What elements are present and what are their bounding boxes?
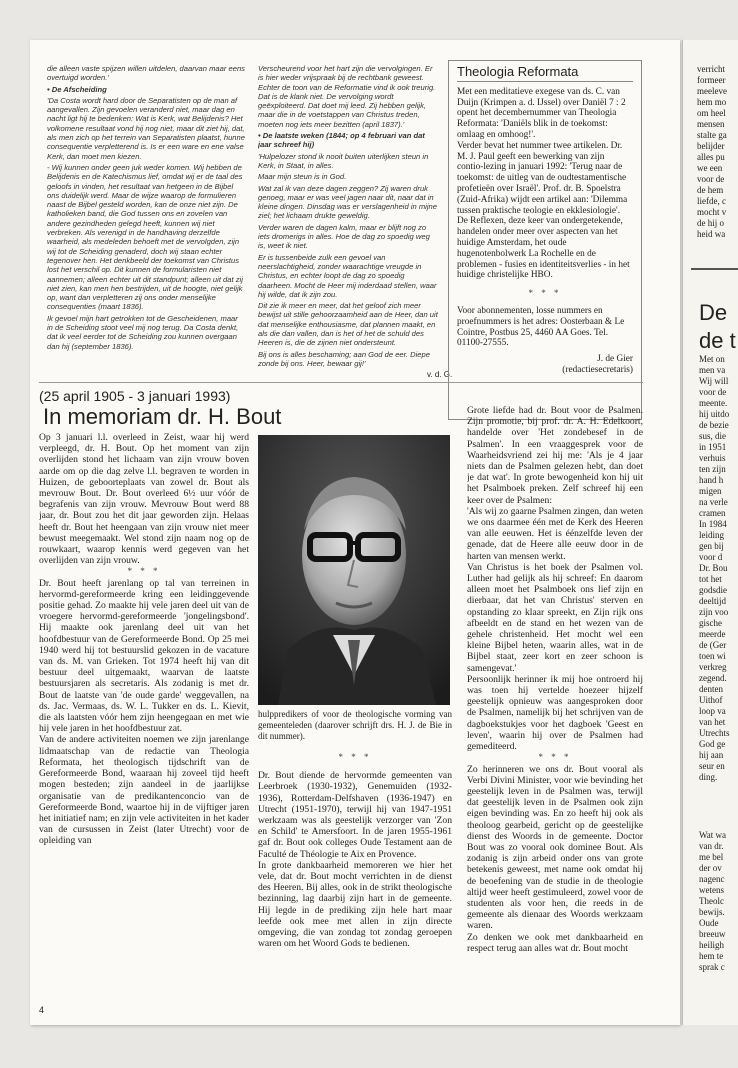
np-bot-line: der ov — [699, 863, 722, 873]
memoriam-dates: (25 april 1905 - 3 januari 1993) — [39, 388, 231, 404]
np-mid-line: tot het — [699, 574, 722, 584]
next-page-heading-2: de t — [699, 328, 736, 353]
letters-right-paragraph: Dit zie ik meer en meer, dat het geloof zich meer bewijst uit stille gehoorzaamheid aan de Heer, dan uit dat menselijke enthousiasme, dat plannen maakt, en als die dan vallen, dan is het of het de schuld des Heeren is, die de zijnen niet ondersteunt. — [258, 301, 438, 348]
box-paragraph: Met een meditatieve exegese van ds. C. van Duijn (Krimpen a. d. IJssel) over Daniël 7 : 2 opent het decembernummer van Theologia Reformata: 'Daniëls blik in de toekomst: omlaag en omhoog!'. — [457, 86, 626, 140]
col3-paragraph: Zo herinneren we ons dr. Bout vooral als Verbi Divini Minister, voor wie bevinding het geestelijk leven in de Psalmen was, terwijl dat geestelijk leven in de Psalmen ook zijn eigen bevinding was. En zo heeft hij ook als theoloog gearbeid, gericht op de geestelijke dienst des Woords in de gemeente. Doctor Bout was zo vooral ook dominee Bout. Als zodanig is zijn arbeid onder ons van grote betekenis geweest, met name ook omdat hij de beoefening van de studie in de theologie altijd weer heeft gestimuleerd, zowel voor de studenten als voor hen, die reeds in de gemeente als dienaar des Woords werkzaam waren. — [467, 763, 643, 932]
np-mid-line: denten — [699, 684, 723, 694]
letters-column-right — [258, 64, 438, 370]
np-top-line: heid wa — [697, 229, 726, 239]
np-mid-line: leiding — [699, 530, 724, 540]
box-stars: * * * — [528, 288, 562, 299]
section-divider — [39, 382, 643, 383]
letters-right-paragraph: Bij ons is alles beschaming; aan God de eer. Diepe zonde bij ons. Heer, bewaar gij!' — [258, 349, 430, 368]
np-mid-line: ding. — [699, 772, 718, 782]
letters-right-paragraph: Verder waren de dagen kalm, maar er blijft nog zo iets dromerigs in alles. Hoe de dag zo spoedig weg is, weet ik niet. — [258, 222, 430, 251]
np-mid-line: ten zijn — [699, 464, 726, 474]
np-mid-line: men va — [699, 365, 726, 375]
letters-left-paragraph: die alleen vaste spijzen willen uitdelen, daarvan maar eens overtuigd worden.' — [47, 64, 245, 83]
np-mid-line: Met on — [699, 354, 725, 364]
col1-paragraph: Dr. Bout heeft jarenlang op tal van terreinen in hervormd-gereformeerde kring een leidinggevende positie gehad. Zo maakte hij vele jaren deel uit van de vroegere hervormd-gereformeerde 'jongelingsbond'. Hij maakte ook jarenlang deel uit van het hoofdbestuur van de Gereformeerde Bond. Op 25 mei 1940 werd hij tot bestuurslid gekozen in de vacature van ds. M. van Grieken. Tot 1974 heeft hij van dit bestuur deel uitgemaakt, waarvan de laatste bestuursjaren als secretaris. Als zodanig is met dr. Bout de laatste van 'de oude garde' weggevallen, na ds. Jac. Vermaas, ds. W. L. Tukker en ds. L. Kievit, die als laatsten vóór hem zijn heengegaan en met wie hij vele jaren in het hoofdbestuur zat. — [39, 577, 249, 735]
letters-left-subheading: • De Afscheiding — [47, 84, 107, 94]
np-top-line: belijder — [697, 141, 725, 151]
np-mid-line: Utrechts — [699, 728, 730, 738]
np-mid-line: de (Ger — [699, 640, 727, 650]
np-top-line: voor de — [697, 174, 725, 184]
col3-paragraph: 'Als wij zo gaarne Psalmen zingen, dan weten we ons daarmee één met de Kerk des Heeren van alle eeuwen. Het is éénzelfde leven der genade, dat de Heere alle eeuw door in de harten van mensen werkt. — [467, 505, 643, 562]
np-bot-line: nagenc — [699, 874, 725, 884]
np-mid-line: In 1984 — [699, 519, 727, 529]
np-mid-line: verkreg — [699, 662, 727, 672]
np-mid-line: toen wi — [699, 651, 726, 661]
col3-paragraph: Zo denken we ook met dankbaarheid en respect terug aan alles wat dr. Bout mocht — [467, 931, 643, 954]
box-signature-role: (redactiesecretaris) — [562, 364, 633, 375]
letters-right-paragraph: Maar mijn steun is in God. — [258, 172, 347, 182]
next-page-top-text — [697, 64, 727, 240]
np-bot-line: Theolc — [699, 896, 724, 906]
next-page-bottom-text — [699, 830, 726, 973]
portrait-photo — [258, 435, 450, 705]
np-mid-line: godsdie — [699, 585, 727, 595]
col3-stars: * * * — [538, 752, 572, 763]
np-bot-line: wetens — [699, 885, 724, 895]
letters-right-paragraph: Wat zal ik van deze dagen zeggen? Zij waren druk genoeg, maar er was veel jagen naar dit, naar dat in kleine dingen. Dinsdag was er verslagenheid in mijne ziel; het lichaam drukte geweldig. — [258, 183, 437, 221]
np-mid-line: Wij will — [699, 376, 729, 386]
np-mid-line: cramen — [699, 508, 726, 518]
np-mid-line: meente. — [699, 398, 728, 408]
letters-signature: v. d. G. — [427, 370, 453, 379]
np-mid-line: migen — [699, 486, 722, 496]
page-number: 4 — [39, 1005, 45, 1015]
box-signature: J. de Gier — [597, 354, 633, 365]
np-mid-line: hij aan — [699, 750, 724, 760]
letters-left-paragraph: - Wij kunnen onder geen juk weder komen. Wij hebben de Belijdenis en de Katechismus lief, omdat wij er de taal des geloofs in vinden, het resultaat van hetgeen in de Bijbel ons duidelijk werd. Maar de wijze waarop de formulieren naast de Bijbel gesteld worden, kan de onze niet zijn. De katholieken band, die God tussen ons en zovelen van andere gezindheden gelegd heeft, kunnen wij niet verbreken. Als verenigd in de handhaving derzelfde waarheid, als medeleden behoeft met de vervolgden, zijn wij tot de Scheiding genaderd, doch wij staan echter tegenover hen. Het denkbeeld der toekomst van Christus lost het verschil op. Dit kunnen de formularisten niet aannemen; alleen echter uit dit standpunt; alleen uit dat zij niet zien, kan men hen bestrijden, uit de hoogte, niet gelijk op, want dan verpletteren zij ons onder menselijke consequenties (maart 1836). — [47, 162, 243, 312]
col2-paragraph: In grote dankbaarheid memoreren we hier het vele, dat dr. Bout mocht verrichten in de dienst des Heeren. Bij alles, ook in de strikt theologische bezinning, lag daarbij zijn hart in de gemeente. Hij legde in de prediking zijn hele hart maar leefde ook mee met allen in zijn directe omgeving, die van zondag tot zondag geroepen waren om het Woord Gods te bedienen. — [258, 859, 452, 950]
np-top-line: de hem — [697, 185, 724, 195]
photo-caption: hulppredikers of voor de theologische vorming van gemeenteleden (daarover schrijft drs. H. J. de Bie in dit nummer). — [258, 709, 452, 741]
np-mid-line: na verle — [699, 497, 728, 507]
np-bot-line: bewijs. — [699, 907, 725, 917]
np-mid-line: sus, die — [699, 431, 726, 441]
np-bot-line: hem te — [699, 951, 724, 961]
box-title: Theologia Reformata — [457, 67, 633, 82]
np-top-line: mocht v — [697, 207, 727, 217]
np-mid-line: deeltijd — [699, 596, 726, 606]
np-bot-line: van dr. — [699, 841, 724, 851]
np-top-line: hem mo — [697, 97, 727, 107]
np-mid-line: God ge — [699, 739, 726, 749]
col2-stars: * * * — [338, 752, 372, 762]
letters-column-left — [47, 64, 245, 364]
memoriam-heading — [39, 388, 281, 430]
memoriam-column-2 — [258, 745, 452, 995]
letters-right-paragraph: Er is tussenbeide zulk een gevoel van neerslachtigheid, zonder waarachtige vreugde in Christus, en echter loopt de dag zo spoedig daarheen. Mocht de Heer mij inderdaad stellen, waar hij wilde, dat ik zijn zou. — [258, 252, 437, 299]
np-top-line: meeleve — [697, 86, 727, 96]
np-mid-line: Uithof — [699, 695, 723, 705]
next-page-heading-1: De — [699, 300, 728, 325]
theologia-reformata-box — [448, 60, 642, 420]
portrait-image — [258, 435, 450, 705]
col3-paragraph: Persoonlijk herinner ik mij hoe ontroerd hij was toen hij vertelde hoezeer hijzelf geestelijk opnieuw was aangesproken door de Psalmen, namelijk bij het schrijven van de dagboekstukjes voor het dagboek 'Geest en leven', waarin hij over de Psalmen had gemediteerd. — [467, 673, 643, 753]
np-bot-line: sprak c — [699, 962, 725, 972]
np-top-line: de hij o — [697, 218, 724, 228]
np-bot-line: heiligh — [699, 940, 724, 950]
letters-left-paragraph: Ik gevoel mijn hart getrokken tot de Gescheidenen, maar in de Scheiding stoot veel mij nog terug. Da Costa denkt, dat ik veel eerder tot de Scheiding zou kunnen overgaan dan hij (september 1836). — [47, 313, 239, 351]
box-paragraphs — [457, 87, 633, 281]
np-bot-line: breeuw — [699, 929, 726, 939]
np-top-line: liefde, c — [697, 196, 726, 206]
box-paragraph: Verder bevat het nummer twee artikelen. Dr. M. J. Paul geeft een bewerking van zijn contio-lezing in januari 1992: 'Terug naar de toekomst: de uitleg van de oudtestamentische profetieën over Israël'. Prof. dr. B. Spoelstra (Zuid-Afrika) wijdt een artikel aan: 'Dilemma tussen praktische teologie en ekklesiologie'. — [457, 140, 628, 216]
np-bot-line: Oude — [699, 918, 719, 928]
np-top-line: formeer — [697, 75, 726, 85]
col1-paragraph: Van de andere activiteiten noemen we zijn jarenlange lidmaatschap van de redactie van Theologia Reformata, het theologisch tijdschrift van de Gereformeerde Bond, waaraan hij zoveel tijd heeft mogen besteden; zijn aandeel in de jaarlijkse organisatie van de predikantenconcio van de Gereformeerde Bond, waartoe hij in de vijftiger jaren het initiatief nam; en zijn vele activiteiten in het kader van de cursussen in Zeist (later Utrecht) voor de opleiding van — [39, 734, 249, 847]
memoriam-column-3 — [467, 405, 643, 1005]
col1-paragraph: Op 3 januari l.l. overleed in Zeist, waar hij werd verpleegd, dr. H. Bout. Op het moment van zijn overlijden stond het lichaam van zijn vrouw boven aarde om op die dag zelve l.l. begraven te worden in Huizen, de geboorteplaats van zowel dr. Bout als mevrouw Bout. Dr. Bout overleed 6½ uur vóór de begrafenis van zijn vrouw. Mevrouw Bout werd 88 jaar, dr. Bout zou het dit jaar geworden zijn. Helaas heeft dr. Bout het heengaan van zijn vrouw niet meer bewust meegemaakt. Wel stond zijn naam nog op de rouwkaart, waarop kennis werd gegeven van het overlijden van zijn vrouw. — [39, 432, 249, 567]
np-mid-line: meerde — [699, 629, 726, 639]
np-mid-line: gen bij — [699, 541, 724, 551]
np-mid-line: loop va — [699, 706, 726, 716]
letters-right-paragraph: Verscheurend voor het hart zijn die vervolgingen. Er is hier weder vrijspraak bij de rechtbank geweest. Echter de toon van de Reformatie vind ik ook treurig. Dat is de klank niet. De vervolging wordt geëxploiteerd. Dat doet mij leed. Zij hebben gelijk, maar die in de voetstappen van Christus treden, moeten nog iets meer bezitten (april 1837).' — [258, 64, 436, 129]
col3-paragraph: Grote liefde had dr. Bout voor de Psalmen. Zijn promotie, bij prof. dr. A. H. Edelkoort, handelde over 'Het zondebesef in de Psalmen'. In een vraaggesprek voor de Waarheidsvriend zei hij me: 'Als je 4 jaar niets dan de Psalmen gelezen hebt, dan doet je dat wat'. In grote bewogenheid kon hij uit het Psalmboek preken. Zelf schreef hij een keer over de Psalmen: — [467, 405, 643, 506]
np-mid-line: seur en — [699, 761, 725, 771]
box-subscribe: Voor abonnementen, losse nummers en proefnummers is het adres: Oosterbaan & Le Cointre, Postbus 25, 4460 AA Goes. Tel. 01100-27555. — [457, 305, 625, 349]
np-mid-line: voor d — [699, 552, 723, 562]
letters-right-paragraph: 'Hulpelozer stond ik nooit buiten uiterlijken steun in Kerk, in Staat, in alles. — [258, 151, 429, 170]
np-mid-line: zijn voo — [699, 607, 729, 617]
memoriam-column-1 — [39, 432, 249, 1002]
np-mid-line: zegend. — [699, 673, 727, 683]
np-top-line: alles pu — [697, 152, 725, 162]
np-mid-line: in 1951 — [699, 442, 727, 452]
np-bot-line: Wat wa — [699, 830, 727, 840]
next-page-rule — [691, 268, 738, 270]
np-mid-line: hand h — [699, 475, 724, 485]
memoriam-title: In memoriam dr. H. Bout — [43, 404, 282, 429]
np-mid-line: gische — [699, 618, 722, 628]
letters-right-subheading: • De laatste weken (1844; op 4 februari van dat jaar schreef hij) — [258, 131, 425, 150]
col2-paragraph: Dr. Bout diende de hervormde gemeenten van Leerbroek (1930-1932), Genemuiden (1932-1936), Rotterdam-Delfshaven (1936-1947) en Utrecht (1951-1970), terwijl hij van 1947-1951 werkzaam was als geestelijk verzorger van 'Zon en Schild' te Amersfoort. In de jaren 1955-1961 gaf dr. Bout ook colleges Oude Testament aan de Faculté de Théologie te Aix en Provence. — [258, 770, 452, 860]
np-mid-line: hij uitdo — [699, 409, 730, 419]
col1-stars: * * * — [127, 566, 161, 577]
np-top-line: stalte ga — [697, 130, 727, 140]
np-mid-line: van het — [699, 717, 726, 727]
np-mid-line: verhuis — [699, 453, 726, 463]
letters-left-paragraph: 'Da Costa wordt hard door de Separatisten op de man af aangevallen. Zijn gevoelen veranderd niet, maar dag en nacht ligt hij te bedenken: Wat is Kerk, wat Belijdenis? Het volkomene resultaat vond hij nog niet, maar dit ziet hij, dat, als men zich op het terrein van Separatisten plaatst, hunne consequentie verpletterend is. Is er een ware en ene valse Kerk, dan moet men kiezen. — [47, 95, 245, 161]
next-page-mid-text — [699, 354, 730, 783]
np-top-line: om heel — [697, 108, 726, 118]
np-mid-line: Dr. Bou — [699, 563, 728, 573]
np-top-line: mensen — [697, 119, 725, 129]
np-top-line: we een — [697, 163, 723, 173]
np-mid-line: voor de — [699, 387, 727, 397]
np-mid-line: de bezie — [699, 420, 729, 430]
next-page-partial — [682, 40, 738, 1025]
np-bot-line: me bel — [699, 852, 724, 862]
box-paragraph: De Reflexen, deze keer van ondergetekende, handelen onder meer over aspecten van het huidige Amsterdam, het oude hugenotenbolwerk La Rochelle en de problemen - fusies en identiteitsverlies - in het huidige christelijke HBO. — [457, 216, 630, 281]
np-top-line: verricht — [697, 64, 725, 74]
col3-paragraph: Van Christus is het boek der Psalmen vol. Luther had gelijk als hij schreef: En daarom alleen moet het Psalmboek ons lief zijn en dierbaar, dat het van Christus' sterven en opstanding zo klaar spreekt, en Zijn rijk ons afbeeldt en de stand en het wezen van de gehele christenheid. Het mocht wel een kleine Bijbel heten, waarin alles, wat in de Bijbel staat, zeer kort en zeer schoon is samengevat.' — [467, 561, 643, 674]
